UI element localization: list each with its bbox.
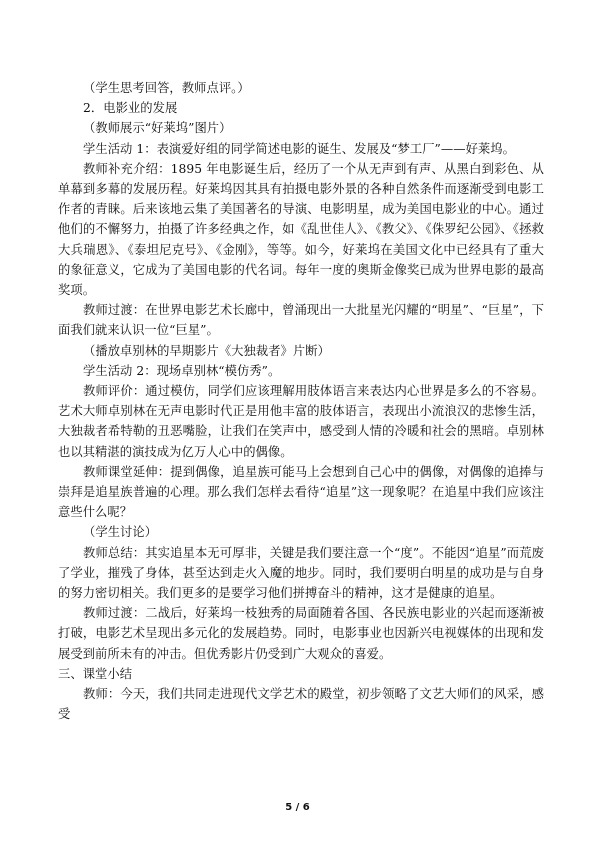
paragraph-6: 教师过渡：在世界电影艺术长廊中，曾涌现出一大批星光闪耀的“明星”、“巨星”，下面我们就来认识一位“巨星”。 (58, 303, 544, 338)
paragraph-12: 教师总结：其实追星本无可厚非，关键是我们要注意一个“度”。不能因“追星”而荒废了学业，摧残了身体，甚至达到走火入魔的地步。同时，我们要明白明星的成功是与自身的努力密切相关。我们更多的是要学习他们拼搏奋斗的精神，这才是健康的追星。 (58, 545, 544, 601)
paragraph-9: 教师评价：通过模仿，同学们应该理解用肢体语言来表达内心世界是多么的不容易。艺术大师卓别林在无声电影时代正是用他丰富的肢体语言，表现出小流浪汉的悲惨生活，大独裁者希特勒的丑恶嘴脸，让我们在笑声中，感受到人情的冷暖和社会的黑暗。卓别林也以其精湛的演技成为亿万人心中的偶像。 (58, 384, 544, 459)
document-body (58, 78, 544, 725)
paragraph-11: （学生讨论） (83, 525, 158, 540)
page-number: 5 / 6 (285, 802, 310, 813)
paragraph-13: 教师过渡：二战后，好莱坞一枝独秀的局面随着各国、各民族电影业的兴起而逐渐被打破，电影艺术呈现出多元化的发展趋势。同时，电影事业也因新兴电视媒体的出现和发展受到前所未有的冲击。但优秀影片仍受到广大观众的喜爱。 (58, 606, 544, 661)
paragraph-5: 教师补充介绍：1895 年电影诞生后，经历了一个从无声到有声、从黑白到彩色、从单幕到多幕的发展历程。好莱坞因其具有拍摄电影外景的各种自然条件而逐渐受到电影工作者的青睐。后来该地云集了美国著名的导演、电影明星，成为美国电影业的中心。通过他们的不懈努力，拍摄了许多经典之作，如《乱世佳人》、《教父》、《侏罗纪公园》、《拯救大兵瑞恩》、《泰坦尼克号》、《金刚》，等等。如今，好莱坞在美国文化中已经具有了重大的象征意义，它成为了美国电影的代名词。每年一度的奥斯金像奖已成为世界电影的最高奖项。 (58, 161, 544, 298)
section-heading-film-industry: 2．电影业的发展 (83, 101, 178, 116)
paragraph-10: 教师课堂延伸：提到偶像，追星族可能马上会想到自己心中的偶像，对偶像的追捧与崇拜是追星族普遍的心理。那么我们怎样去看待“追星”这一现象呢？在追星中我们应该注意些什么呢？ (58, 464, 544, 520)
paragraph-3: （教师展示“好莱坞”图片） (83, 121, 232, 136)
paragraph-8: 学生活动 2：现场卓别林“模仿秀”。 (83, 363, 281, 378)
paragraph-15: 教师：今天，我们共同走进现代文学艺术的殿堂，初步领略了文艺大师们的风采，感受 (58, 687, 544, 722)
paragraph-4: 学生活动 1：表演爱好组的同学简述电影的诞生、发展及“梦工厂”——好莱坞。 (83, 141, 515, 156)
paragraph-7: （播放卓别林的早期影片《大独裁者》片断） (83, 343, 330, 358)
paragraph-1: （学生思考回答，教师点评。） (83, 81, 250, 95)
section-heading-summary: 三、课堂小结 (58, 666, 133, 681)
